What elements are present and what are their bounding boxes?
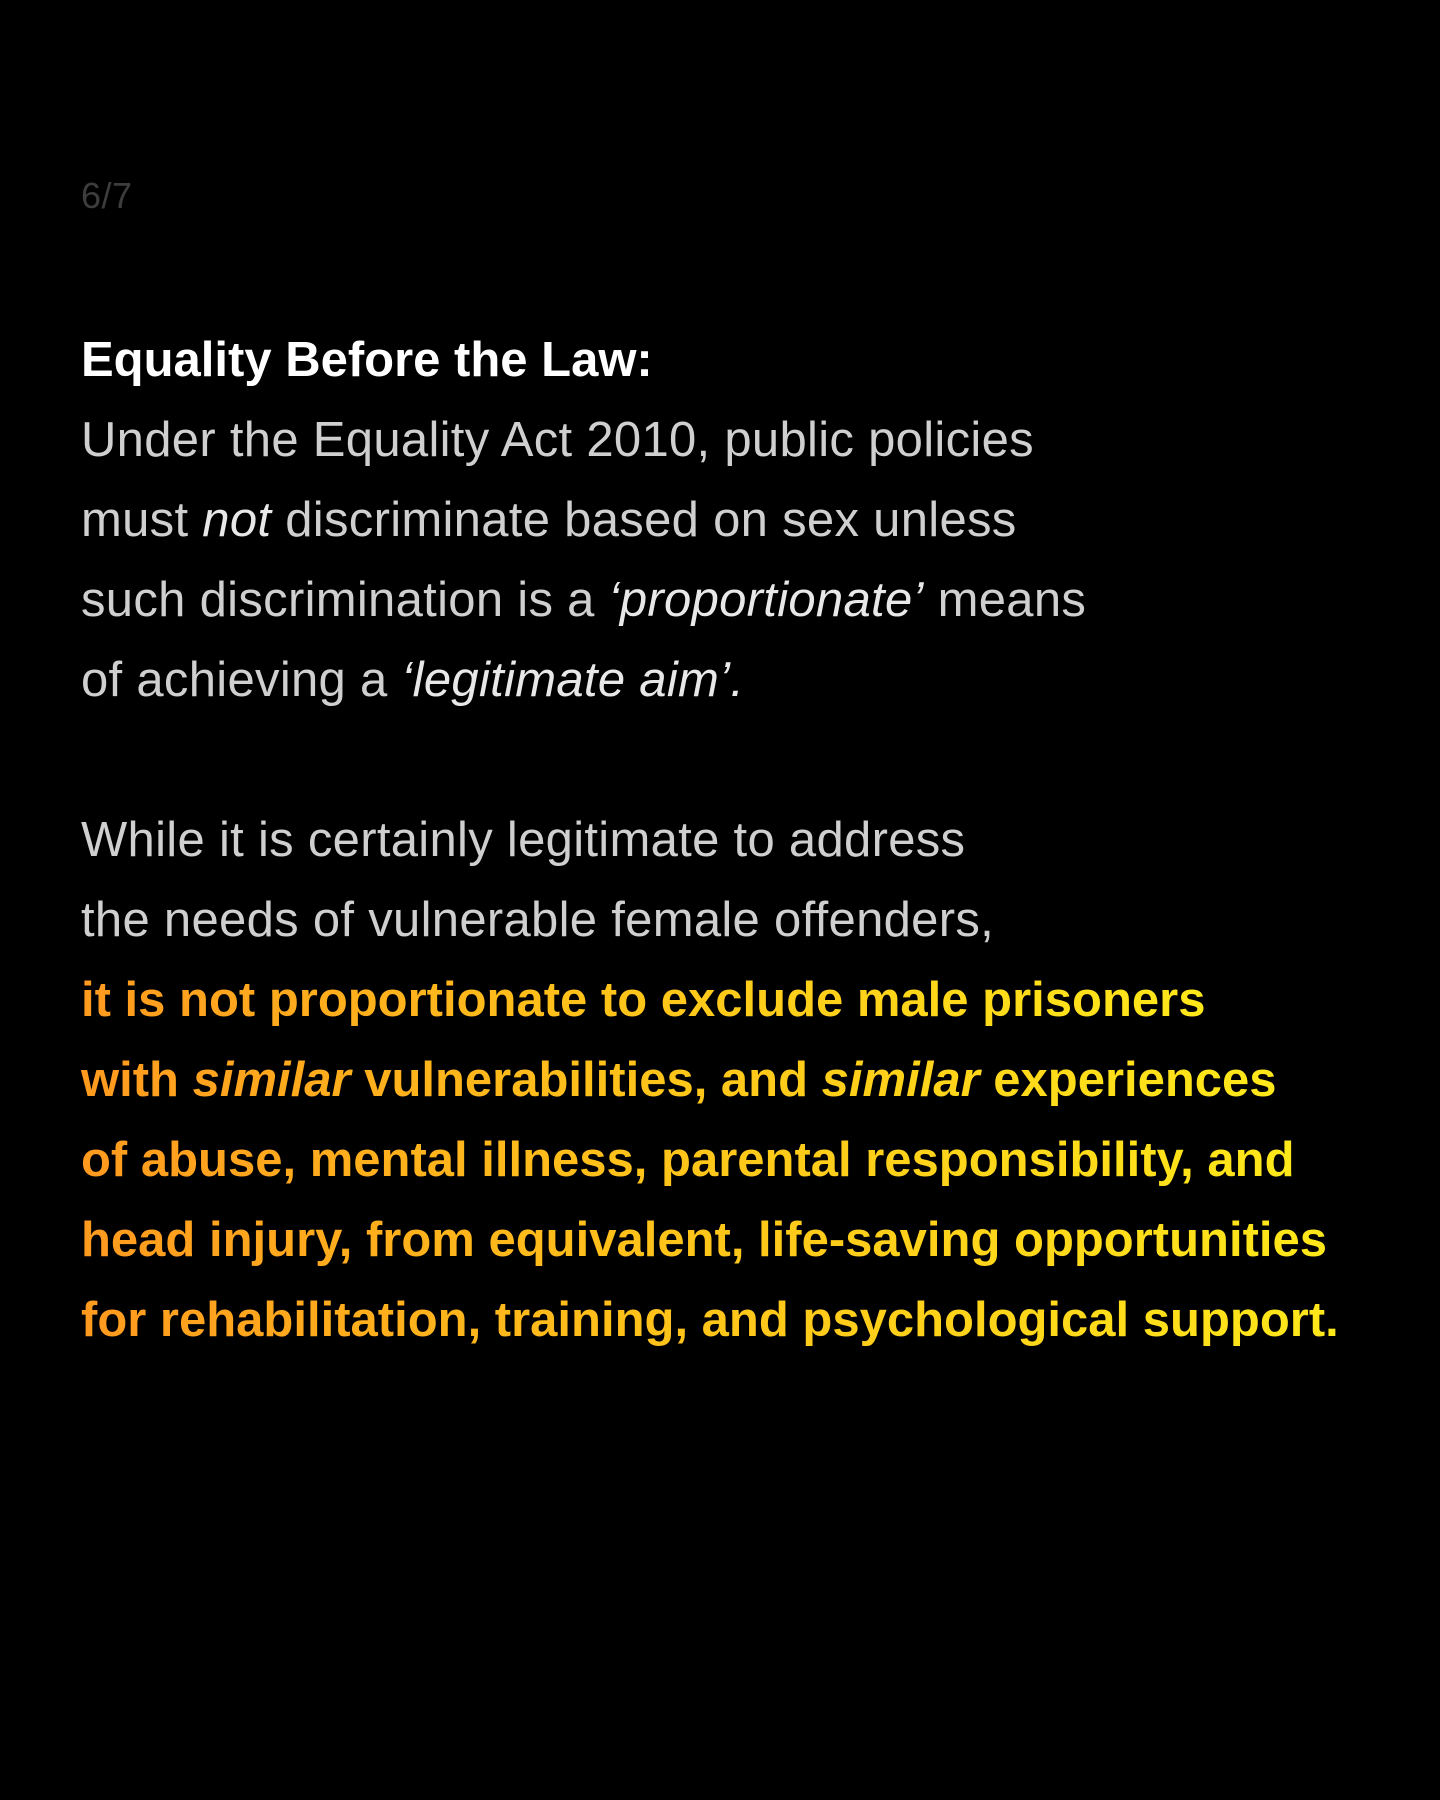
paragraph2-line1: While it is certainly legitimate to address [81,813,966,867]
text-segment: must [81,493,203,547]
paragraph1-line1: Under the Equality Act 2010, public policies [81,413,1034,467]
slide-content [81,320,1381,1360]
text-segment: experiences [979,1053,1277,1107]
paragraph1-line3 [81,560,1381,640]
emphasis-not: not [202,493,272,547]
text-segment: discriminate based on sex unless [271,493,1017,547]
paragraph-spacer [81,720,1381,800]
text-segment: means [923,573,1087,627]
paragraph1-line2 [81,480,1381,560]
highlight-line2 [81,1040,1277,1120]
text-segment: of achieving a [81,653,402,707]
text-segment: such discrimination is a [81,573,609,627]
highlight-line1: it is not proportionate to exclude male prisoners [81,960,1205,1040]
emphasis-proportionate: ‘proportionate’ [608,573,924,627]
highlight-line5: for rehabilitation, training, and psychological support. [81,1280,1339,1360]
highlight-line3: of abuse, mental illness, parental responsibility, and [81,1120,1295,1200]
emphasis-similar-1: similar [192,1053,351,1107]
highlight-block [81,960,1381,1360]
highlight-line4: head injury, from equivalent, life-saving opportunities [81,1200,1327,1280]
emphasis-similar-2: similar [821,1053,980,1107]
text-segment: with [81,1053,193,1107]
paragraph2-line2: the needs of vulnerable female offenders, [81,893,995,947]
slide-heading: Equality Before the Law: [81,333,653,387]
emphasis-legitimate-aim: ‘legitimate aim’. [401,653,745,707]
text-segment: vulnerabilities, and [350,1053,822,1107]
page-counter: 6/7 [81,175,133,216]
paragraph1-line4 [81,640,1381,720]
